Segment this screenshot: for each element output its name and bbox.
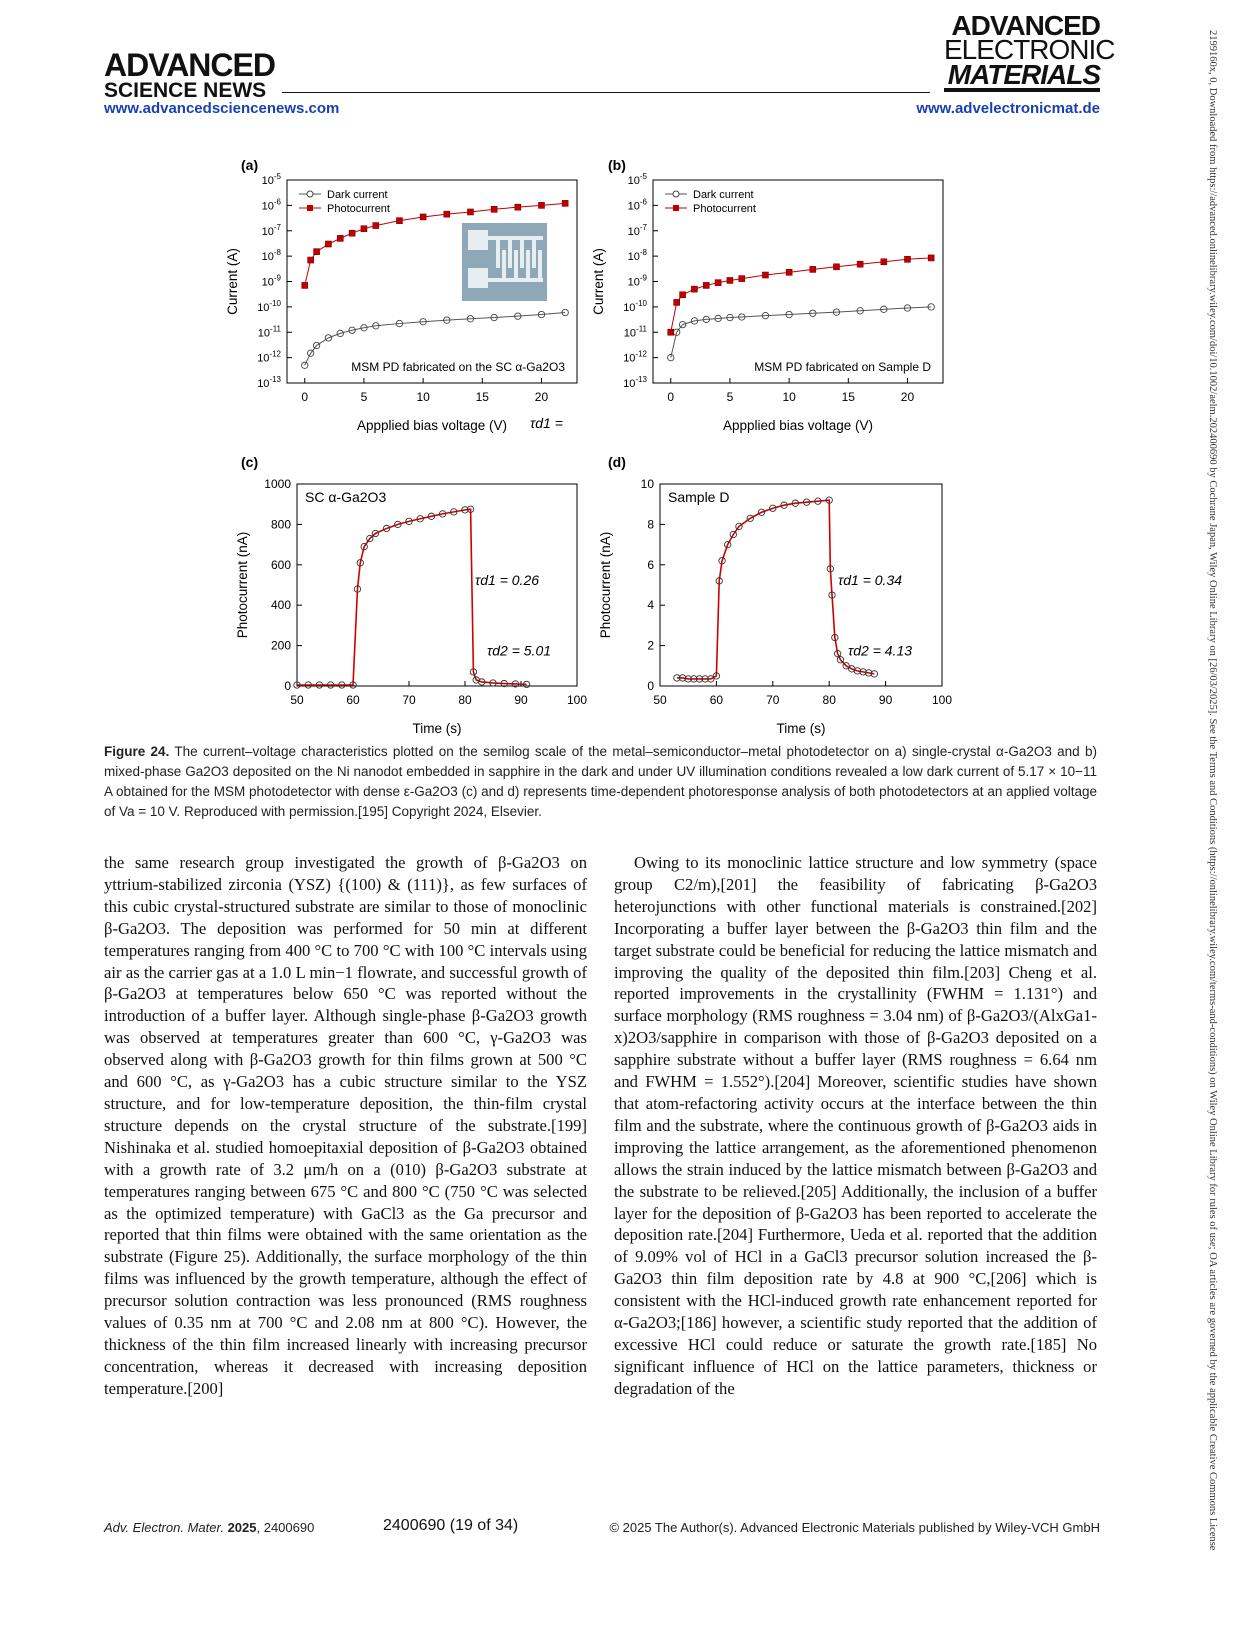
x-axis-label: Time (s) bbox=[776, 721, 826, 736]
footer-copyright: © 2025 The Author(s). Advanced Electronic Materials published by Wiley-VCH GmbH bbox=[609, 1520, 1100, 1535]
data-point bbox=[308, 257, 314, 263]
data-point bbox=[325, 241, 331, 247]
journal-url-right[interactable]: www.advelectronicmat.de bbox=[916, 100, 1100, 117]
header-rule bbox=[282, 92, 930, 93]
data-point bbox=[904, 256, 910, 262]
y-tick-label: $10^{-7}$ bbox=[261, 222, 281, 238]
logo-right-line1: ADVANCED bbox=[951, 10, 1100, 41]
data-point bbox=[396, 218, 402, 224]
y-axis-label: Current (A) bbox=[591, 248, 606, 315]
x-tick-label: 0 bbox=[301, 390, 309, 404]
body-right-column: Owing to its monoclinic lattice structure and low symmetry (space group C2/m),[201] the feasibility of fabricating β-Ga2O3 heterojunctions with other functional materials is constrained.[202] Incorporating a buffer layer between the β-Ga2O3 thin film and the target substrate could be beneficial for reducing the lattice mismatch and improving the quality of the deposited thin film.[203] Cheng et al. reported improvements in the crystallinity (FWHM = 1.131°) and surface morphology (RMS roughness = 3.04 nm) of β-Ga2O3/(AlxGa1-x)2O3/sapphire in comparison with those of β-Ga2O3 deposited on a sapphire substrate without a buffer layer (RMS roughness = 6.64 nm and FWHM = 1.552°).[204] Moreover, scientific studies have shown that atom-refactoring activity occurs at the interface between the thin film and the substrate, where the continuous growth of β-Ga2O3 aids in improving the lattice arrangement, as the aforementioned phenomenon allows the strain induced by the lattice mismatch between β-Ga2O3 and the substrate to be relieved.[205] Additionally, the inclusion of a buffer layer for the deposition of β-Ga2O3 has been reported to accelerate the deposition rate.[204] Furthermore, Ueda et al. reported that the addition of 9.09% vol of HCl in a GaCl3 precursor solution increased the β-Ga2O3 thin film deposition rate by 4.8 at 900 °C,[206] which is consistent with the HCl-induced growth rate enhancement reported for α-Ga2O3;[186] however, a scientific study reported that the addition of excessive HCl could reduce or saturate the growth rate.[185] No significant influence of HCl on the lattice parameters, thickness or degradation of the bbox=[614, 853, 1097, 1398]
logo-right-line3: MATERIALS bbox=[944, 62, 1100, 92]
time-constant-annotation: τd2 = 4.13 bbox=[848, 642, 913, 659]
y-tick-label: 2 bbox=[647, 638, 654, 653]
x-tick-label: 10 bbox=[416, 390, 430, 404]
figure-24 bbox=[225, 150, 970, 740]
legend-label: Photocurrent bbox=[693, 203, 756, 215]
data-point bbox=[810, 266, 816, 272]
x-tick-label: 60 bbox=[346, 693, 360, 707]
data-point bbox=[786, 269, 792, 275]
data-point bbox=[349, 230, 355, 236]
y-tick-label: $10^{-6}$ bbox=[627, 197, 647, 213]
time-constant-annotation: τd1 = 0.26 bbox=[475, 572, 540, 588]
y-tick-label: 600 bbox=[270, 557, 291, 572]
x-tick-label: 0 bbox=[667, 390, 675, 404]
chart-annotation: MSM PD fabricated on the SC α-Ga2O3 bbox=[351, 360, 565, 374]
data-point bbox=[715, 280, 721, 286]
chart-c bbox=[235, 477, 587, 736]
advanced-electronic-materials-logo bbox=[944, 10, 1115, 92]
y-tick-label: $10^{-13}$ bbox=[623, 375, 647, 390]
electrode-micrograph-inset bbox=[462, 223, 547, 301]
panel-label-a: (a) bbox=[241, 157, 259, 173]
series-line bbox=[671, 307, 931, 358]
data-point bbox=[668, 329, 674, 335]
x-tick-label: 20 bbox=[900, 390, 915, 404]
y-tick-label: 800 bbox=[270, 517, 291, 532]
x-axis-label: Appplied bias voltage (V) bbox=[722, 418, 874, 433]
y-tick-label: 400 bbox=[270, 598, 291, 613]
data-point bbox=[674, 299, 680, 305]
chart-b bbox=[591, 172, 943, 433]
y-tick-label: 6 bbox=[647, 557, 654, 572]
y-tick-label: $10^{-11}$ bbox=[623, 324, 647, 340]
x-tick-label: 90 bbox=[514, 693, 528, 707]
body-left-column: the same research group investigated the growth of β-Ga2O3 on yttrium-stabilized zirconia (YSZ) {(100) & (111)}, as few surfaces of this cubic crystal-structured substrate are similar to those of monoclinic β-Ga2O3. The deposition was performed for 50 min at different temperatures ranging from 400 °C to 700 °C with 100 °C intervals using air as the carrier gas at a 1.0 L min−1 flowrate, and successful growth of β-Ga2O3 at temperatures below 650 °C was reported without the introduction of a buffer layer. Although single-phase β-Ga2O3 growth was observed at temperatures greater than 600 °C, γ-Ga2O3 was observed along with β-Ga2O3 growth for thin films grown at 500 °C and 600 °C, as γ-Ga2O3 has a cubic structure similar to the YSZ structure, and for low-temperature deposition, the thin-film crystal structure depends on the crystal structure of the substrate.[199] Nishinaka et al. studied homoepitaxial deposition of β-Ga2O3 obtained with a growth rate of 3.2 μm/h on a (010) β-Ga2O3 substrate at temperatures ranging between 675 °C and 800 °C (750 °C was selected as the optimized temperature) with GaCl3 as the Ga precursor and reported that thin films were obtained with the same orientation as the substrate (Figure 25). Additionally, the surface morphology of the thin films was influenced by the growth temperature, although the effect of precursor solution contraction was less pronounced (RMS roughness values of 0.35 nm at 700 °C and 2.08 nm at 800 °C). However, the thickness of the thin film increased linearly with increasing precursor concentration, whereas it decreased with increasing deposition temperature.[200] bbox=[104, 853, 587, 1398]
y-tick-label: $10^{-5}$ bbox=[627, 172, 647, 187]
x-tick-label: 15 bbox=[475, 390, 489, 404]
panel-label-c: (c) bbox=[241, 454, 259, 470]
x-tick-label: 90 bbox=[878, 693, 893, 707]
chart-d bbox=[598, 477, 952, 736]
y-tick-label: $10^{-12}$ bbox=[257, 349, 281, 365]
chart-title: Sample D bbox=[668, 489, 730, 505]
x-tick-label: 80 bbox=[458, 693, 472, 707]
chart-title: SC α-Ga2O3 bbox=[305, 489, 387, 505]
x-tick-label: 10 bbox=[782, 390, 796, 404]
legend-marker bbox=[673, 191, 679, 197]
y-tick-label: $10^{-9}$ bbox=[627, 273, 647, 289]
x-axis-label: Appplied bias voltage (V) bbox=[356, 418, 508, 433]
y-axis-label: Photocurrent (nA) bbox=[598, 531, 613, 639]
data-point bbox=[691, 286, 697, 292]
footer-page-number: 2400690 (19 of 34) bbox=[383, 1517, 519, 1534]
data-point bbox=[515, 204, 521, 210]
chart-a bbox=[225, 172, 577, 433]
x-tick-label: 60 bbox=[709, 693, 724, 707]
data-point bbox=[314, 249, 320, 255]
panel-label-d: (d) bbox=[608, 454, 626, 470]
x-tick-label: 15 bbox=[841, 390, 855, 404]
data-point bbox=[762, 272, 768, 278]
download-sidebar-note: 2199160x, 0, Downloaded from https://advanced.onlinelibrary.wiley.com/doi/10.1002/aelm.202400690 by Cochrane Japan, Wiley Online Library on [26/03/2025]. See the Terms and Conditions (https://onlinelibrary.wiley.com/terms-and-conditions) on Wiley Online Library for rules of use; OA articles are governed by the applicable Creative Commons License bbox=[1207, 30, 1218, 1551]
journal-url-left[interactable]: www.advancedsciencenews.com bbox=[104, 100, 340, 117]
footer-article-id: , 2400690 bbox=[256, 1520, 315, 1535]
x-tick-label: 5 bbox=[726, 390, 734, 404]
y-tick-label: $10^{-5}$ bbox=[261, 172, 281, 187]
y-tick-label: $10^{-7}$ bbox=[627, 222, 647, 238]
y-axis-label: Current (A) bbox=[225, 248, 240, 315]
legend-label: Dark current bbox=[327, 189, 388, 201]
logo-right-line2: ELECTRONIC bbox=[944, 34, 1115, 65]
logo-left-line2: SCIENCE NEWS bbox=[104, 79, 267, 102]
data-point bbox=[857, 261, 863, 267]
x-axis-label: Time (s) bbox=[412, 721, 462, 736]
y-tick-label: 10 bbox=[640, 477, 654, 491]
footer-citation bbox=[104, 1520, 314, 1535]
data-point bbox=[361, 226, 367, 232]
caption-label: Figure 24. bbox=[104, 744, 170, 759]
x-tick-label: 100 bbox=[931, 693, 953, 707]
y-tick-label: $10^{-10}$ bbox=[623, 298, 647, 314]
logo-left-line1: ADVANCED bbox=[104, 47, 275, 83]
figure-caption bbox=[104, 742, 1097, 822]
advanced-science-news-logo bbox=[104, 47, 275, 102]
y-tick-label: $10^{-6}$ bbox=[261, 197, 281, 213]
data-point bbox=[420, 214, 426, 220]
x-tick-label: 50 bbox=[290, 693, 304, 707]
data-point bbox=[680, 292, 686, 298]
y-tick-label: 200 bbox=[270, 638, 291, 653]
data-point bbox=[562, 200, 568, 206]
data-point bbox=[928, 255, 934, 261]
footer-journal: Adv. Electron. Mater. bbox=[104, 1520, 224, 1535]
legend-marker bbox=[673, 205, 679, 211]
series-line bbox=[671, 258, 931, 332]
series-line bbox=[677, 500, 874, 679]
data-point bbox=[373, 223, 379, 229]
legend-label: Photocurrent bbox=[327, 203, 390, 215]
footer-year: 2025 bbox=[227, 1520, 257, 1535]
stray-tau-label: τd1 = bbox=[530, 415, 563, 431]
data-point bbox=[302, 282, 308, 288]
y-tick-label: $10^{-11}$ bbox=[257, 324, 281, 340]
y-tick-label: $10^{-8}$ bbox=[627, 248, 647, 264]
data-point bbox=[668, 354, 674, 360]
data-point bbox=[739, 276, 745, 282]
data-point bbox=[881, 259, 887, 265]
y-tick-label: 1000 bbox=[264, 477, 291, 491]
data-point bbox=[337, 235, 343, 241]
y-tick-label: 0 bbox=[284, 679, 291, 693]
x-tick-label: 5 bbox=[360, 390, 368, 404]
x-tick-label: 20 bbox=[534, 390, 549, 404]
y-tick-label: $10^{-9}$ bbox=[261, 273, 281, 289]
x-tick-label: 50 bbox=[653, 693, 667, 707]
time-constant-annotation: τd2 = 5.01 bbox=[487, 642, 552, 659]
y-tick-label: 0 bbox=[647, 679, 654, 693]
y-tick-label: $10^{-10}$ bbox=[257, 298, 281, 314]
x-tick-label: 70 bbox=[766, 693, 780, 707]
x-tick-label: 100 bbox=[566, 693, 588, 707]
data-point bbox=[727, 277, 733, 283]
legend-marker bbox=[307, 191, 313, 197]
data-point bbox=[538, 202, 544, 208]
chart-annotation: MSM PD fabricated on Sample D bbox=[754, 360, 931, 374]
y-tick-label: $10^{-13}$ bbox=[257, 375, 281, 390]
y-tick-label: $10^{-8}$ bbox=[261, 248, 281, 264]
series-line bbox=[305, 313, 565, 366]
time-constant-annotation: τd1 = 0.34 bbox=[838, 572, 903, 588]
x-tick-label: 70 bbox=[402, 693, 416, 707]
data-point bbox=[833, 264, 839, 270]
data-point bbox=[444, 211, 450, 217]
y-tick-label: $10^{-12}$ bbox=[623, 349, 647, 365]
y-axis-label: Photocurrent (nA) bbox=[235, 531, 250, 639]
data-point bbox=[491, 206, 497, 212]
legend-marker bbox=[307, 205, 313, 211]
caption-text: The current–voltage characteristics plotted on the semilog scale of the metal–semiconductor–metal photodetector on a) single-crystal α-Ga2O3 and b) mixed-phase Ga2O3 deposited on the Ni nanodot embedded in sapphire in the dark and under UV illumination conditions revealed a low dark current of 5.17 × 10−11 A obtained for the MSM photodetector with dense ε-Ga2O3 (c) and d) represents time-dependent photoresponse analysis of both photodetectors at an applied voltage of Va = 10 V. Reproduced with permission.[195] Copyright 2024, Elsevier. bbox=[104, 744, 1097, 819]
y-tick-label: 8 bbox=[647, 517, 654, 532]
x-tick-label: 80 bbox=[822, 693, 836, 707]
data-point bbox=[467, 209, 473, 215]
legend-label: Dark current bbox=[693, 189, 754, 201]
y-tick-label: 4 bbox=[647, 598, 654, 613]
panel-label-b: (b) bbox=[608, 157, 626, 173]
data-point bbox=[703, 282, 709, 288]
